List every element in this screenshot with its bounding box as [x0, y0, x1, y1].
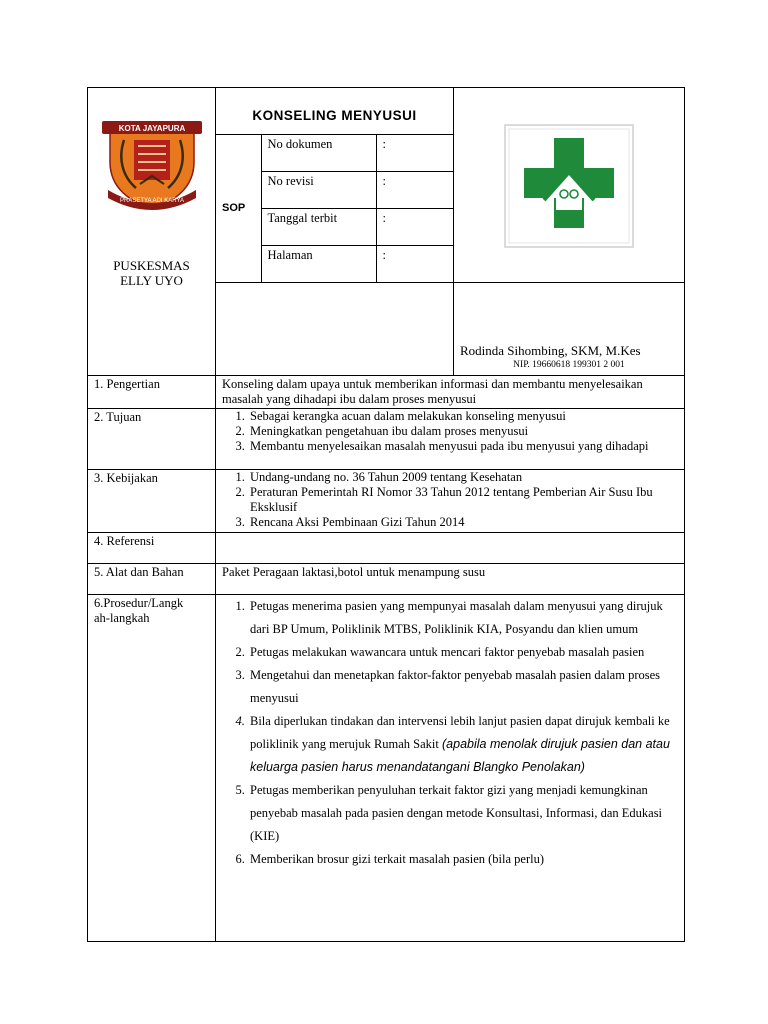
list-item: [248, 595, 678, 641]
list-item: [248, 641, 678, 664]
signer-nip: NIP. 19660618 199301 2 001: [513, 360, 625, 370]
text-referensi: [216, 533, 685, 564]
row-pengertian: [88, 376, 685, 409]
puskesmas-cell: [88, 88, 216, 376]
step-text: Petugas melakukan wawancara untuk mencari faktor penyebab masalah pasien: [250, 645, 645, 659]
document-meta: [216, 134, 454, 282]
text-alat-bahan: Paket Peragaan laktasi,botol untuk menampung susu: [216, 564, 685, 595]
list-item: [248, 664, 678, 710]
signer-name: Rodinda Sihombing, SKM, M.Kes: [460, 343, 641, 358]
puskesmas-logo: [504, 124, 634, 248]
list-tujuan: [216, 409, 685, 470]
label-tujuan: 2. Tujuan: [88, 409, 216, 470]
list-item: 1. Sebagai kerangka acuan dalam melakukan konseling menyusui: [248, 409, 678, 424]
field-value-tanggal-terbit: :: [376, 209, 454, 246]
title-block: [216, 88, 454, 283]
list-item: [248, 848, 678, 871]
field-label-no-revisi: No revisi: [261, 172, 376, 209]
puskesmas-name: [88, 258, 215, 288]
field-label-halaman: Halaman: [261, 246, 376, 283]
list-item: 2. Peraturan Pemerintah RI Nomor 33 Tahun 2012 tentang Pemberian Air Susu Ibu Eksklusif: [248, 485, 678, 515]
field-value-halaman: :: [376, 246, 454, 283]
text-pengertian: Konseling dalam upaya untuk memberikan informasi dan membantu menyelesaikan masalah yang dihadapi ibu dalam proses menyusui: [216, 376, 685, 409]
row-referensi: [88, 533, 685, 564]
list-item: 3. Membantu menyelesaikan masalah menyusui pada ibu menyusui yang dihadapi: [248, 439, 678, 454]
field-value-no-dokumen: :: [376, 135, 454, 172]
puskesmas-line2: ELLY UYO: [120, 273, 183, 288]
sop-label: SOP: [216, 135, 261, 283]
row-alat-bahan: [88, 564, 685, 595]
label-referensi: 4. Referensi: [88, 533, 216, 564]
step-text: Mengetahui dan menetapkan faktor-faktor penyebab masalah pasien dalam proses menyusui: [250, 668, 661, 705]
step-note: (apabila menolak dirujuk pasien dan atau keluarga pasien harus menandatangani Blangko Penolakan): [250, 737, 670, 774]
empty-cell: [216, 283, 454, 376]
list-item: [248, 779, 678, 848]
list-kebijakan: [216, 470, 685, 533]
row-prosedur: [88, 595, 685, 942]
content-table: [87, 375, 685, 942]
field-label-no-dokumen: No dokumen: [261, 135, 376, 172]
kota-jayapura-logo: [96, 118, 208, 210]
sop-document: [87, 87, 684, 942]
header-table: [87, 87, 685, 376]
step-text: Memberikan brosur gizi terkait masalah pasien (bila perlu): [250, 852, 544, 866]
step-text: Petugas memberikan penyuluhan terkait faktor gizi yang menjadi kemungkinan penyebab masalah pada pasien dengan metode Konsultasi, Informasi, dan Edukasi (KIE): [250, 783, 663, 843]
list-prosedur: [216, 595, 685, 942]
row-kebijakan: [88, 470, 685, 533]
field-value-no-revisi: :: [376, 172, 454, 209]
label-kebijakan: 3. Kebijakan: [88, 470, 216, 533]
logo-text-top: KOTA JAYAPURA: [118, 124, 185, 133]
field-label-tanggal-terbit: Tanggal terbit: [261, 209, 376, 246]
logo-text-bottom: PRASETYA ADI KARYA: [119, 198, 184, 204]
list-item: [248, 710, 678, 779]
label-prosedur: [88, 595, 216, 942]
label-prosedur-line1: 6.Prosedur/Langk: [94, 596, 184, 610]
list-item: 3. Rencana Aksi Pembinaan Gizi Tahun 2014: [248, 515, 678, 530]
step-text: Bila diperlukan tindakan dan intervensi lebih lanjut pasien dapat dirujuk kembali ke poliklinik yang merujuk Rumah Sakit: [250, 714, 670, 751]
row-tujuan: [88, 409, 685, 470]
list-item: 1. Undang-undang no. 36 Tahun 2009 tentang Kesehatan: [248, 470, 678, 485]
list-item: 2. Meningkatkan pengetahuan ibu dalam proses menyusui: [248, 424, 678, 439]
puskesmas-line1: PUSKESMAS: [113, 258, 190, 273]
label-pengertian: 1. Pengertian: [88, 376, 216, 409]
label-prosedur-line2: ah-langkah: [94, 611, 150, 625]
signature-cell: [454, 283, 685, 376]
label-alat-bahan: 5. Alat dan Bahan: [88, 564, 216, 595]
puskesmas-logo-cell: [454, 88, 685, 283]
step-text: Petugas menerima pasien yang mempunyai masalah dalam menyusui yang dirujuk dari BP Umum, Poliklinik MTBS, Poliklinik KIA, Posyandu dan klien umum: [250, 599, 663, 636]
page-title: KONSELING MENYUSUI: [252, 108, 417, 123]
